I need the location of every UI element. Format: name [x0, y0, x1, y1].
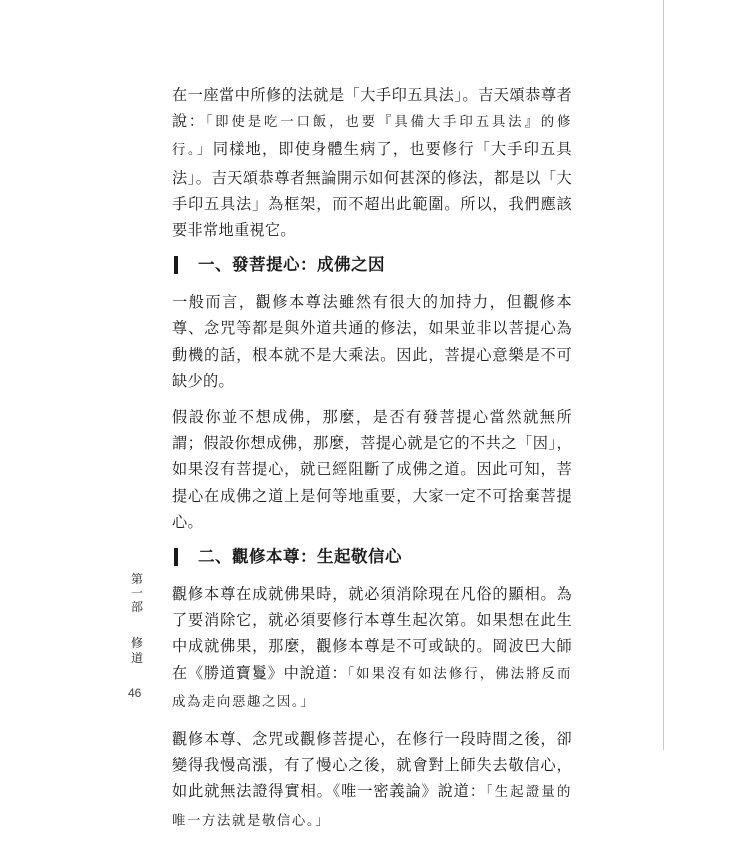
intro-text-a: 在一座當中所修的法就是「大手印五具法」。吉天頌恭尊者說：: [172, 86, 572, 131]
page-edge-line: [663, 0, 664, 750]
section-heading-1: [172, 253, 572, 277]
title-char: 修: [130, 636, 143, 650]
section-heading-2: [172, 545, 572, 569]
page-number: 46: [128, 686, 142, 700]
intro-quote: 「即使是吃一口飯，也要『具備大手印五具法』的修行。」: [172, 115, 572, 159]
section1-paragraph-2: 假設你並不想成佛，那麼，是否有發菩提心當然就無所謂；假設你想成佛，那麼，菩提心就是它的不共之「因」，如果沒有菩提心，就已經阻斷了成佛之道。因此可知，菩提心在成佛之道上是何等地重要，大家一定不可捨棄菩提心。: [172, 408, 572, 531]
section2-p1-quote: 「如果沒有如法修行，佛法將反而成為走向惡趣之因。」: [172, 666, 572, 710]
part-label: [128, 572, 146, 614]
heading-bar-marker: [174, 256, 178, 274]
page-content: [172, 82, 572, 845]
part-char: 第: [130, 572, 143, 586]
section2-p2-quote: 「生起證量的唯一方法就是敬信心。」: [172, 785, 572, 829]
part-char: 一: [130, 586, 143, 600]
part-title: [128, 636, 146, 666]
section-heading-1-text: 一、發菩提心：成佛之因: [198, 255, 385, 275]
section1-paragraph-1: 一般而言，觀修本尊法雖然有很大的加持力，但觀修本尊、念咒等都是與外道共通的修法，如果並非以菩提心為動機的話，根本就不是大乘法。因此，菩提心意樂是不可缺少的。: [172, 293, 572, 390]
part-char: 部: [130, 600, 143, 614]
chapter-side-label: [128, 572, 146, 666]
intro-text-b: 同樣地，即使身體生病了，也要修行「大手印五具法」。吉天頌恭尊者無論開示如何甚深的修法，都是以「大手印五具法」為框架，而不超出此範圍。所以，我們應該要非常地重視它。: [172, 140, 572, 240]
section2-p1-text: 觀修本尊在成就佛果時，就必須消除現在凡俗的顯相。為了要消除它，就必須要修行本尊生起次第。如果想在此生中成就佛果，那麼，觀修本尊是不可或缺的。岡波巴大師在《勝道寶鬘》中說道：: [172, 585, 572, 682]
heading-bar-marker: [174, 548, 178, 566]
section2-paragraph-2: [172, 726, 572, 835]
title-char: 道: [130, 651, 143, 665]
section-heading-2-text: 二、觀修本尊：生起敬信心: [198, 547, 402, 567]
section2-p2-text: 觀修本尊、念咒或觀修菩提心，在修行一段時間之後，卻變得我慢高漲，有了慢心之後，就會對上師失去敬信心，如此就無法證得實相。《唯一密義論》說道：: [172, 730, 572, 801]
intro-paragraph: [172, 82, 572, 243]
section2-paragraph-1: [172, 581, 572, 716]
